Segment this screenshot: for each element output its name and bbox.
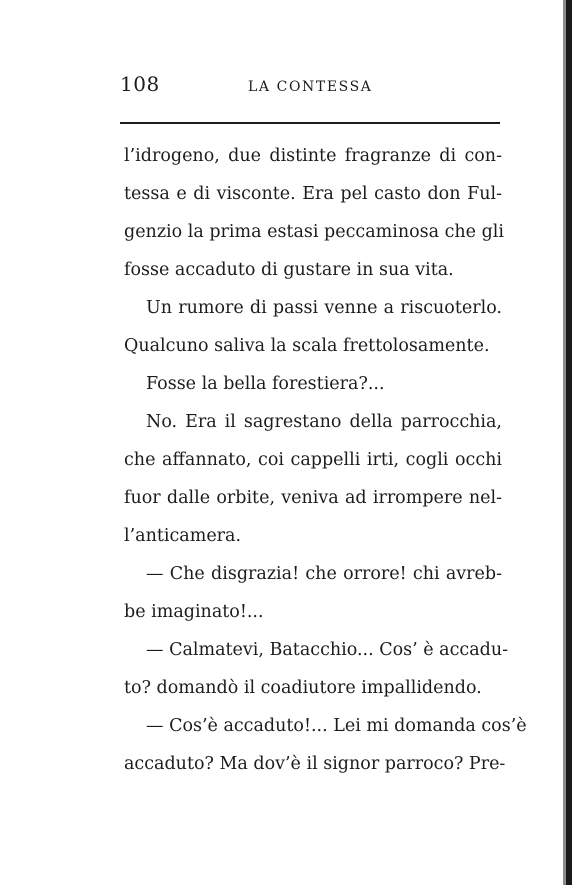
running-title: LA CONTESSA: [248, 79, 373, 95]
text-line: — Che disgrazia! che orrore! chi avreb-: [146, 564, 502, 584]
text-line: l’idrogeno, due distinte fragranze di con-: [124, 146, 502, 166]
text-line: tessa e di visconte. Era pel casto don Ful-: [124, 184, 502, 204]
text-line: Un rumore di passi venne a riscuoterlo.: [146, 298, 502, 318]
text-line: No. Era il sagrestano della parrocchia,: [146, 412, 502, 432]
header-rule: [120, 122, 500, 124]
text-line: be imaginato!...: [124, 602, 264, 622]
text-line: genzio la prima estasi peccaminosa che gli: [124, 222, 504, 242]
body-text: [124, 137, 527, 783]
text-line: to? domandò il coadiutore impallidendo.: [124, 678, 482, 698]
text-line: — Cos’è accaduto!... Lei mi domanda cos’è: [146, 716, 527, 736]
text-line: Qualcuno saliva la scala frettolosamente.: [124, 336, 490, 356]
text-line: fuor dalle orbite, veniva ad irrompere nel-: [124, 488, 502, 508]
text-line: accaduto? Ma dov’è il signor parroco? Pre-: [124, 754, 506, 774]
text-line: l’anticamera.: [124, 526, 242, 546]
text-line: Fosse la bella forestiera?...: [146, 374, 385, 394]
text-line: che affannato, coi cappelli irti, cogli occhi: [124, 450, 502, 470]
text-line: — Calmatevi, Batacchio... Cos’ è accadu-: [146, 640, 509, 660]
text-line: fosse accaduto di gustare in sua vita.: [124, 260, 454, 280]
page-number: 108: [120, 72, 160, 96]
binding-edge: [566, 0, 572, 885]
